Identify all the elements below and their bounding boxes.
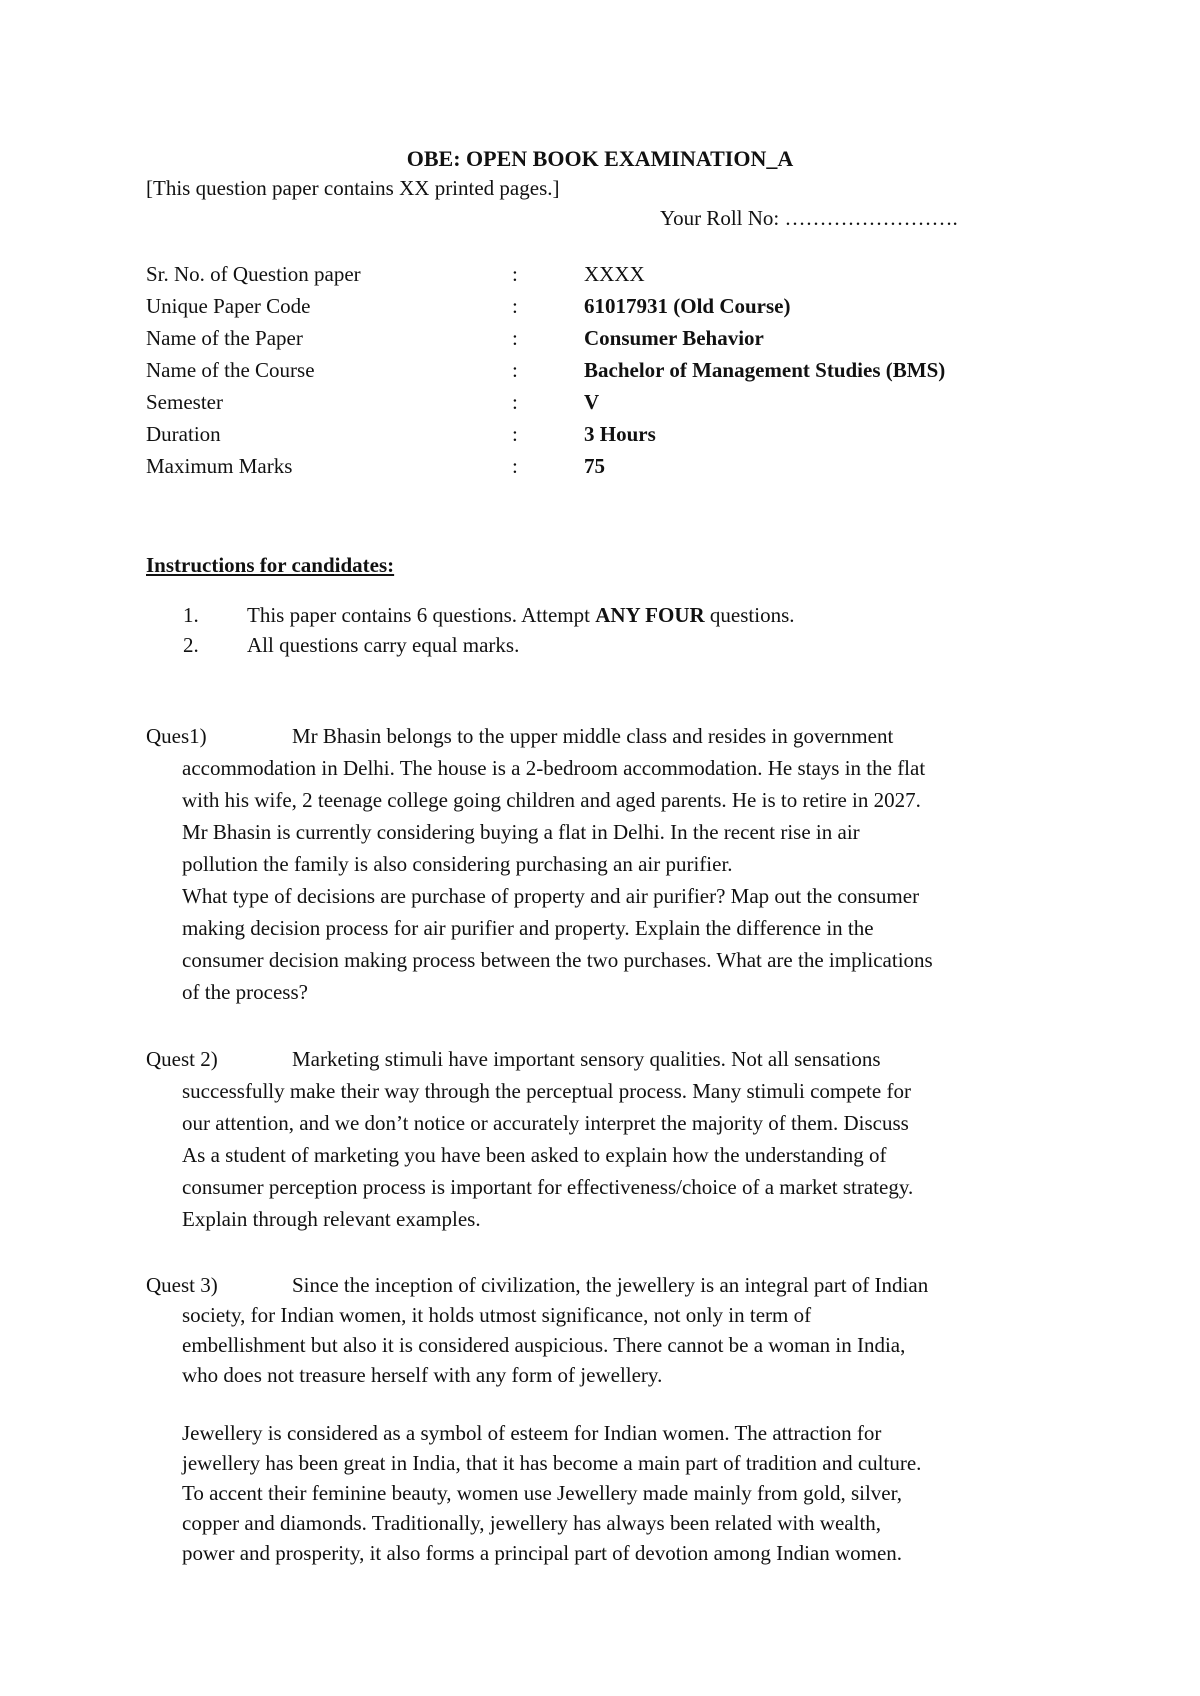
question-line: making decision process for air purifier and property. Explain the difference in the [182, 916, 874, 940]
paper-details-table [146, 258, 945, 482]
question-label: Quest 3) [146, 1273, 218, 1297]
meta-value: Consumer Behavior [584, 326, 764, 350]
meta-value: V [584, 390, 600, 414]
exam-title: OBE: OPEN BOOK EXAMINATION_A [406, 146, 794, 171]
question-line: successfully make their way through the perceptual process. Many stimuli compete for [182, 1079, 911, 1103]
question-line: As a student of marketing you have been asked to explain how the understanding of [182, 1143, 887, 1167]
meta-value: 61017931 (Old Course) [584, 294, 791, 318]
roll-number-line: Your Roll No: ……………………. [660, 206, 958, 230]
question-line: To accent their feminine beauty, women use Jewellery made mainly from gold, silver, [182, 1481, 903, 1505]
question-line: What type of decisions are purchase of property and air purifier? Map out the consumer [182, 884, 920, 908]
question-line: who does not treasure herself with any form of jewellery. [182, 1363, 663, 1387]
question-line: consumer perception process is important for effectiveness/choice of a market strategy. [182, 1175, 914, 1199]
page-count-notice: [This question paper contains XX printed pages.] [146, 176, 560, 200]
instruction-item [183, 603, 1083, 628]
instruction-text-end: questions. [704, 603, 795, 627]
question-line: embellishment but also it is considered auspicious. There cannot be a woman in India, [182, 1333, 906, 1357]
meta-separator: : [512, 262, 518, 286]
question-line: copper and diamonds. Traditionally, jewellery has always been related with wealth, [182, 1511, 882, 1535]
meta-separator: : [512, 422, 518, 446]
meta-label: Maximum Marks [146, 454, 293, 478]
question-label: Quest 2) [146, 1047, 218, 1071]
question-3 [146, 1270, 1066, 1390]
meta-label: Unique Paper Code [146, 294, 311, 318]
instructions-heading: Instructions for candidates: [146, 553, 395, 577]
meta-separator: : [512, 358, 518, 382]
question-line: with his wife, 2 teenage college going children and aged parents. He is to retire in 2027. [182, 788, 921, 812]
meta-value: 3 Hours [584, 422, 656, 446]
question-label: Ques1) [146, 724, 207, 748]
meta-value: Bachelor of Management Studies (BMS) [584, 358, 946, 382]
question-line: Mr Bhasin belongs to the upper middle class and resides in government [292, 724, 894, 748]
instruction-number: 2. [183, 633, 199, 657]
meta-separator: : [512, 390, 518, 414]
question-line: of the process? [182, 980, 308, 1004]
question-line: society, for Indian women, it holds utmost significance, not only in term of [182, 1303, 812, 1327]
instruction-number: 1. [183, 603, 199, 627]
question-line: accommodation in Delhi. The house is a 2-bedroom accommodation. He stays in the flat [182, 756, 926, 780]
instruction-text: All questions carry equal marks. [247, 633, 520, 657]
question-line: consumer decision making process between the two purchases. What are the implications [182, 948, 933, 972]
meta-label: Name of the Paper [146, 326, 303, 350]
meta-label: Name of the Course [146, 358, 315, 382]
question-line: Since the inception of civilization, the jewellery is an integral part of Indian [292, 1273, 929, 1297]
meta-label: Duration [146, 422, 221, 446]
question-1 [146, 720, 1066, 1008]
meta-separator: : [512, 326, 518, 350]
instruction-emphasis: ANY FOUR [595, 603, 705, 627]
question-line: our attention, and we don’t notice or accurately interpret the majority of them. Discuss [182, 1111, 909, 1135]
question-line: pollution the family is also considering purchasing an air purifier. [182, 852, 733, 876]
instruction-item [183, 633, 1083, 658]
meta-label: Sr. No. of Question paper [146, 262, 361, 286]
question-line: Mr Bhasin is currently considering buying a flat in Delhi. In the recent rise in air [182, 820, 860, 844]
question-line: Jewellery is considered as a symbol of esteem for Indian women. The attraction for [182, 1421, 882, 1445]
question-line: Marketing stimuli have important sensory qualities. Not all sensations [292, 1047, 881, 1071]
question-2 [146, 1043, 1066, 1235]
question-line: Explain through relevant examples. [182, 1207, 481, 1231]
question-3-paragraph-2 [146, 1418, 1066, 1568]
meta-value: 75 [584, 454, 605, 478]
meta-label: Semester [146, 390, 223, 414]
question-line: jewellery has been great in India, that it has become a main part of tradition and culture. [182, 1451, 922, 1475]
meta-value: XXXX [584, 262, 645, 286]
question-line: power and prosperity, it also forms a principal part of devotion among Indian women. [182, 1541, 903, 1565]
meta-separator: : [512, 454, 518, 478]
meta-separator: : [512, 294, 518, 318]
instruction-text: This paper contains 6 questions. Attempt [247, 603, 596, 627]
